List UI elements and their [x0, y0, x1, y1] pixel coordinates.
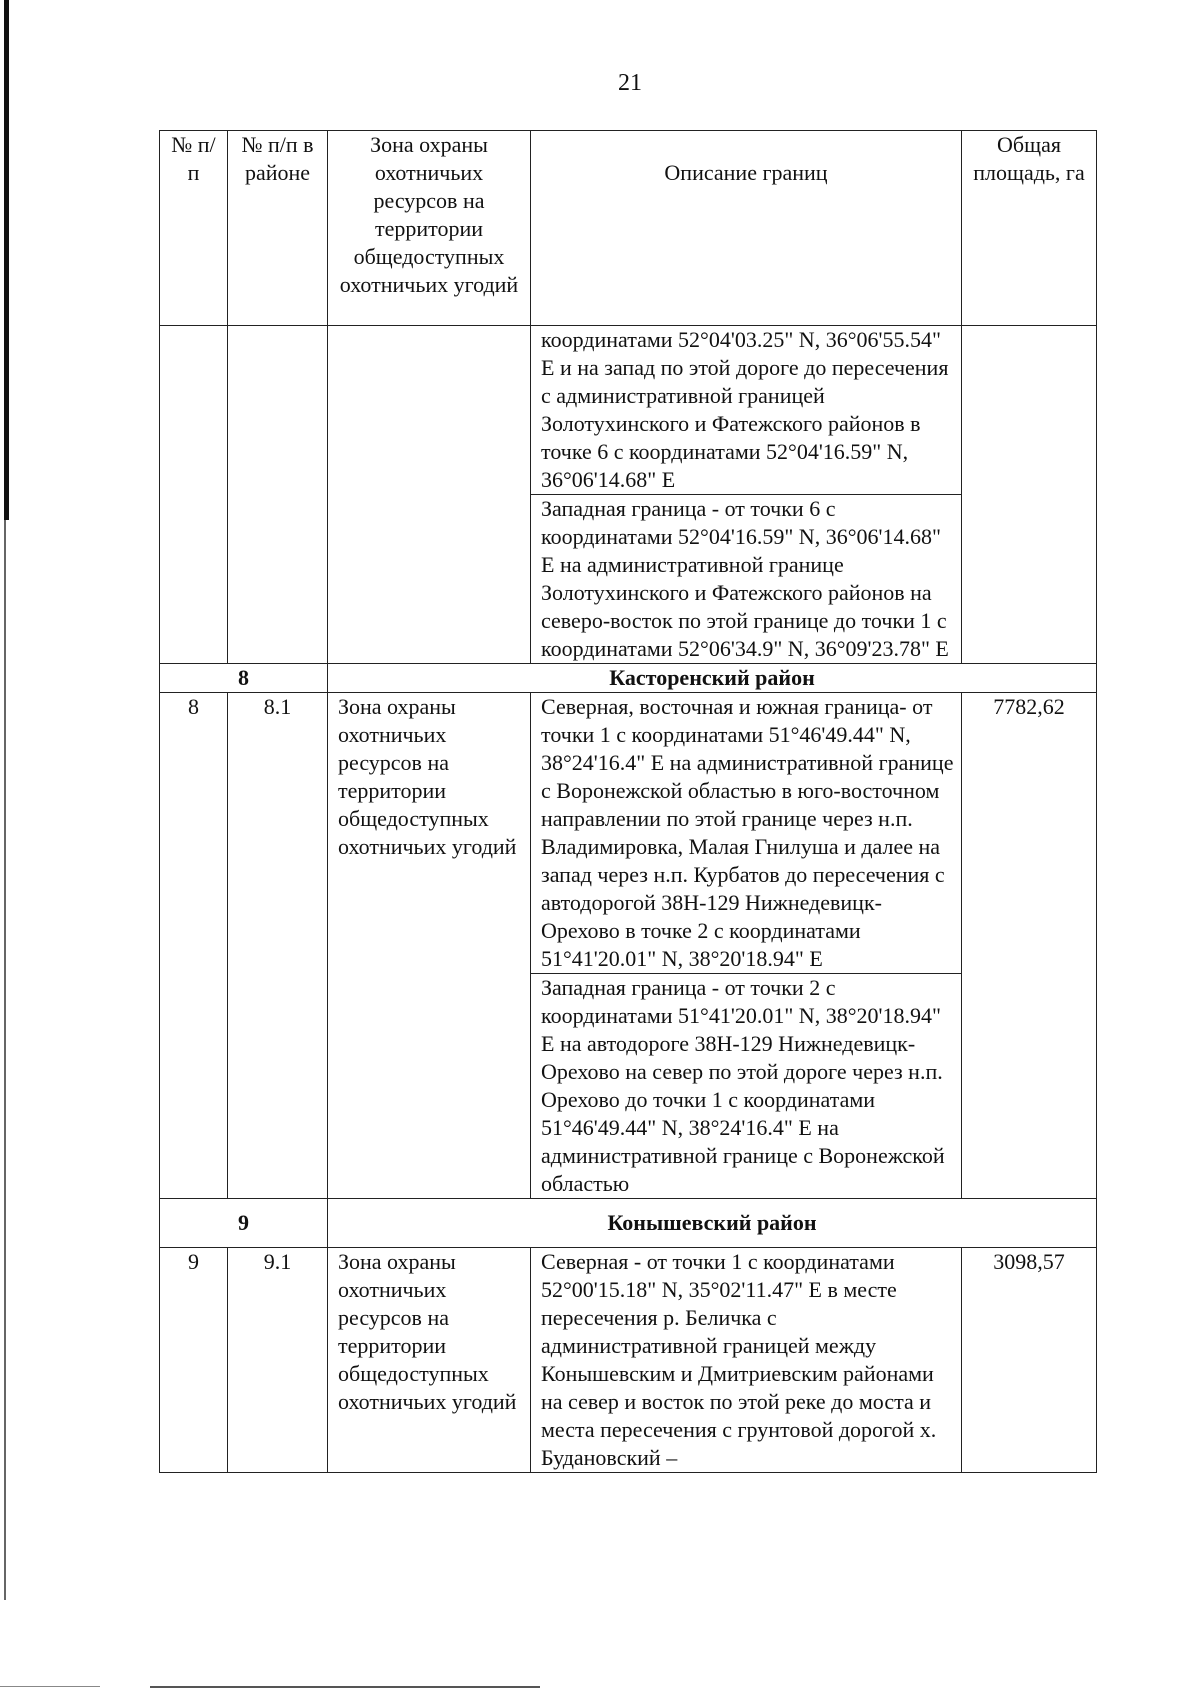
table-row: [160, 1248, 1097, 1473]
cell-empty: [160, 326, 228, 664]
table-row: [160, 693, 1097, 974]
cell-empty: [962, 326, 1097, 664]
district-heading-row: [160, 1199, 1097, 1248]
district-name: Конышевский район: [328, 1199, 1097, 1248]
boundary-description-1: Северная, восточная и южная граница- от точки 1 с координатами 51°46'49.44" N, 38°24'16.4" E на административной границе с Воронежской областью в юго-восточном направлении по этой границе через н.п. Владимировка, Малая Гнилуша и далее на запад через н.п. Курбатов до пересечения с автодорогой 38Н-129 Нижнедевицк-Орехово в точке 2 с координатами 51°41'20.01" N, 38°20'18.94" E: [531, 693, 962, 974]
district-heading-row: [160, 664, 1097, 693]
table-row: [160, 326, 1097, 495]
boundaries-table: [159, 130, 1097, 1473]
header-number: № п/п: [160, 131, 228, 326]
header-area: Общая площадь, га: [962, 131, 1097, 326]
row-sub-number: 9.1: [228, 1248, 328, 1473]
cell-empty: [228, 326, 328, 664]
header-description: Описание границ: [531, 131, 962, 326]
cell-empty: [328, 326, 531, 664]
table-header-row: [160, 131, 1097, 326]
district-number: 8: [160, 664, 328, 693]
scan-bottom-rule: [150, 1686, 540, 1688]
description-continuation-1: координатами 52°04'03.25" N, 36°06'55.54" E и на запад по этой дороге до пересечения с административной границей Золотухинского и Фатежского районов в точке 6 с координатами 52°04'16.59" N, 36°06'14.68" E: [531, 326, 962, 495]
row-number: 8: [160, 693, 228, 1199]
area-value: 7782,62: [962, 693, 1097, 1199]
boundary-description-2: Западная граница - от точки 2 с координатами 51°41'20.01" N, 38°20'18.94" E на автодороге 38Н-129 Нижнедевицк-Орехово на север по этой дороге через н.п. Орехово до точки 1 с координатами 51°46'49.44" N, 38°24'16.4" E на административной границе с Воронежской областью: [531, 974, 962, 1199]
row-sub-number: 8.1: [228, 693, 328, 1199]
area-value: 3098,57: [962, 1248, 1097, 1473]
district-number: 9: [160, 1199, 328, 1248]
district-name: Касторенский район: [328, 664, 1097, 693]
scan-edge-mark-lower: [4, 520, 6, 1600]
row-number: 9: [160, 1248, 228, 1473]
header-district-number: № п/п в районе: [228, 131, 328, 326]
page-number: 21: [618, 70, 642, 96]
scan-bottom-rule-left: [0, 1686, 100, 1687]
description-continuation-2: Западная граница - от точки 6 с координатами 52°04'16.59" N, 36°06'14.68" E на административной границе Золотухинского и Фатежского районов на северо-восток по этой границе до точки 1 с координатами 52°06'34.9" N, 36°09'23.78" E: [531, 495, 962, 664]
zone-name: Зона охраны охотничьих ресурсов на территории общедоступных охотничьих угодий: [328, 693, 531, 1199]
zone-name: Зона охраны охотничьих ресурсов на территории общедоступных охотничьих угодий: [328, 1248, 531, 1473]
header-zone: Зона охраны охотничьих ресурсов на территории общедоступных охотничьих угодий: [328, 131, 531, 326]
boundary-description-1: Северная - от точки 1 с координатами 52°00'15.18" N, 35°02'11.47" E в месте пересечения р. Беличка с административной границей между Конышевским и Дмитриевским районами на север и восток по этой реке до моста и места пересечения с грунтовой дорогой х. Будановский –: [531, 1248, 962, 1473]
